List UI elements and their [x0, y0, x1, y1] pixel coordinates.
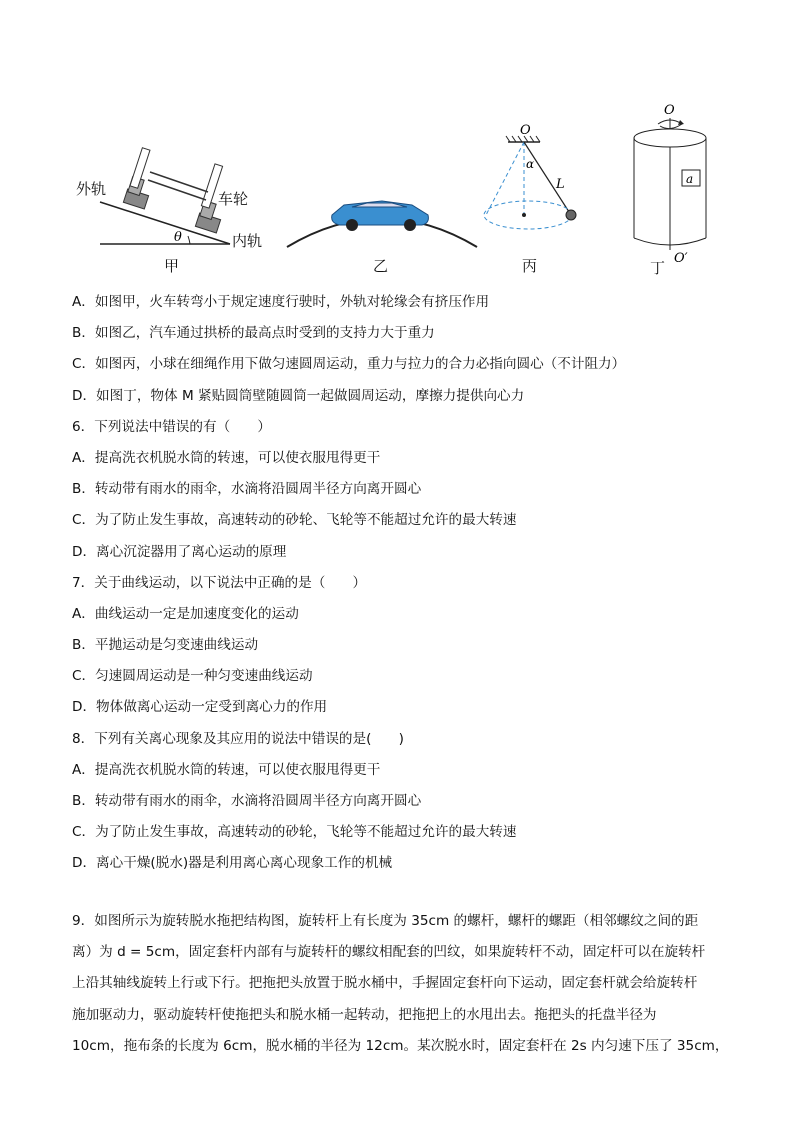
text-line: C．为了防止发生事故，高速转动的砂轮，飞轮等不能超过允许的最大转速 — [72, 824, 517, 841]
question-9-paragraph — [72, 906, 729, 1062]
figure-yi-caption: 乙 — [373, 257, 389, 275]
figure-row — [60, 100, 760, 280]
text-line: B．平抛运动是匀变速曲线运动 — [72, 637, 259, 654]
text-line: B．转动带有雨水的雨伞，水滴将沿圆周半径方向离开圆心 — [72, 481, 422, 498]
inner-rail-label: 内轨 — [232, 232, 263, 250]
question-9-line: 施加驱动力，驱动旋转杆使拖把头和脱水桶一起转动，把拖把上的水甩出去。拖把头的托盘半径为 — [72, 1006, 657, 1023]
question-9-line: 上沿其轴线旋转上行或下行。把拖把头放置于脱水桶中，手握固定套杆向下运动，固定套杆就会给旋转杆 — [72, 975, 698, 992]
figure-ding-caption: 丁 — [650, 259, 666, 277]
text-line: D．离心干燥(脱水)器是利用离心离心现象工作的机械 — [72, 855, 393, 872]
axis-top-label: O — [664, 103, 675, 118]
outer-rail-label: 外轨 — [76, 180, 107, 198]
question-lines — [72, 287, 732, 880]
question-6-stem: 6．下列说法中错误的有（ ） — [72, 418, 271, 435]
text-line: D．离心沉淀器用了离心运动的原理 — [72, 543, 287, 560]
length-label: L — [556, 177, 565, 192]
figure-jia-caption: 甲 — [164, 257, 180, 275]
text-line: C．匀速圆周运动是一种匀变速曲线运动 — [72, 668, 313, 685]
text-line: D．如图丁，物体 M 紧贴圆筒壁随圆筒一起做圆周运动，摩擦力提供向心力 — [72, 387, 525, 404]
object-a-label: a — [686, 172, 694, 186]
angle-theta-label: θ — [174, 230, 182, 245]
question-9-line: 离）为 d = 5cm，固定套杆内部有与旋转杆的螺纹相配套的凹纹，如果旋转杆不动，固定杆可以在旋转杆 — [72, 944, 706, 961]
text-line: D．物体做离心运动一定受到离心力的作用 — [72, 699, 328, 716]
figure-ding-rotating-cylinder — [620, 100, 715, 270]
text-line: C．如图丙，小球在细绳作用下做匀速圆周运动，重力与拉力的合力必指向圆心（不计阻力） — [72, 356, 626, 373]
question-8-stem: 8．下列有关离心现象及其应用的说法中错误的是( ) — [72, 730, 404, 747]
text-line: C．为了防止发生事故，高速转动的砂轮、飞轮等不能超过允许的最大转速 — [72, 512, 517, 529]
figure-bing-caption: 丙 — [522, 257, 538, 275]
text-line: A．如图甲，火车转弯小于规定速度行驶时，外轨对轮缘会有挤压作用 — [72, 294, 490, 310]
question-9-line: 9．如图所示为旋转脱水拖把结构图，旋转杆上有长度为 35cm 的螺杆，螺杆的螺距（相邻螺纹之间的距 — [72, 913, 699, 929]
text-line: A．提高洗衣机脱水筒的转速，可以使衣服甩得更干 — [72, 761, 381, 778]
text-line: B．如图乙，汽车通过拱桥的最高点时受到的支持力大于重力 — [72, 325, 435, 342]
text-line: A．提高洗衣机脱水筒的转速，可以使衣服甩得更干 — [72, 449, 381, 466]
axis-bottom-label: O′ — [674, 251, 688, 266]
question-7-stem: 7．关于曲线运动，以下说法中正确的是（ ） — [72, 574, 367, 591]
figure-bing-conical-pendulum — [478, 122, 588, 247]
wheel-label: 车轮 — [218, 190, 249, 208]
alpha-label: α — [526, 157, 535, 171]
question-9-line: 10cm，拖布条的长度为 6cm，脱水桶的半径为 12cm。某次脱水时，固定套杆在 2s 内匀速下压了 35cm， — [72, 1037, 729, 1054]
text-line: B．转动带有雨水的雨伞，水滴将沿圆周半径方向离开圆心 — [72, 793, 422, 809]
figure-yi-car-bridge — [282, 185, 482, 255]
text-line: A．曲线运动一定是加速度变化的运动 — [72, 605, 299, 622]
pivot-label: O — [520, 123, 531, 138]
